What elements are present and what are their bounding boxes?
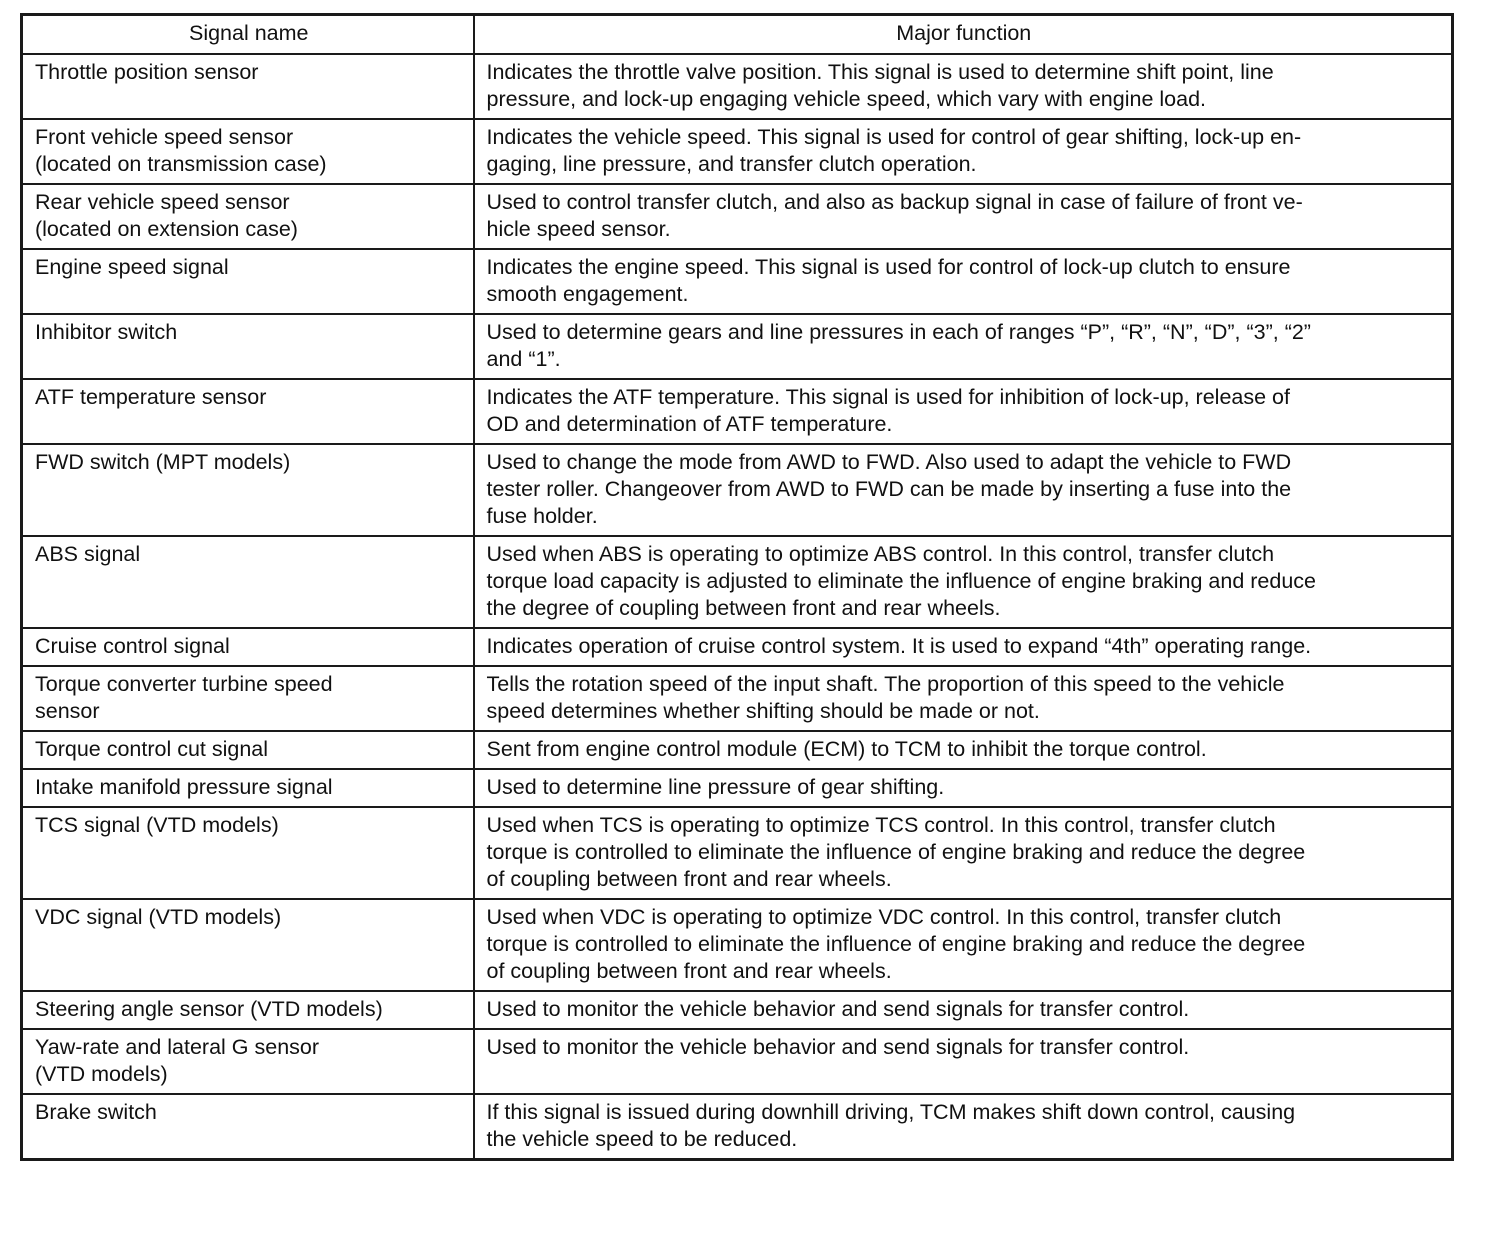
major-function-cell: Used to monitor the vehicle behavior and send signals for transfer control. bbox=[474, 991, 1453, 1029]
signal-name-cell: Engine speed signal bbox=[22, 249, 474, 314]
signal-name-cell: Throttle position sensor bbox=[22, 54, 474, 119]
signal-name-cell: Torque converter turbine speed sensor bbox=[22, 666, 474, 731]
table-row bbox=[22, 536, 1453, 628]
column-header-signal-name: Signal name bbox=[22, 15, 474, 55]
major-function-cell: Indicates the throttle valve position. This signal is used to determine shift point, line pressure, and lock-up engaging vehicle speed, which vary with engine load. bbox=[474, 54, 1453, 119]
table-row bbox=[22, 666, 1453, 731]
table-row bbox=[22, 54, 1453, 119]
signal-name-cell: Front vehicle speed sensor (located on transmission case) bbox=[22, 119, 474, 184]
signal-name-cell: Intake manifold pressure signal bbox=[22, 769, 474, 807]
major-function-cell: Sent from engine control module (ECM) to TCM to inhibit the torque control. bbox=[474, 731, 1453, 769]
signal-name-cell: FWD switch (MPT models) bbox=[22, 444, 474, 536]
major-function-cell: Used to determine gears and line pressures in each of ranges “P”, “R”, “N”, “D”, “3”, “2” and “1”. bbox=[474, 314, 1453, 379]
table-row bbox=[22, 991, 1453, 1029]
signal-name-cell: TCS signal (VTD models) bbox=[22, 807, 474, 899]
major-function-cell: Indicates the ATF temperature. This signal is used for inhibition of lock-up, release of OD and determination of ATF temperature. bbox=[474, 379, 1453, 444]
table-row bbox=[22, 249, 1453, 314]
major-function-cell: Used when VDC is operating to optimize VDC control. In this control, transfer clutch torque is controlled to eliminate the influence of engine braking and reduce the degree of coupling between front and rear wheels. bbox=[474, 899, 1453, 991]
table-row bbox=[22, 731, 1453, 769]
signal-name-cell: VDC signal (VTD models) bbox=[22, 899, 474, 991]
major-function-cell: Indicates the engine speed. This signal is used for control of lock-up clutch to ensure smooth engagement. bbox=[474, 249, 1453, 314]
table-row bbox=[22, 379, 1453, 444]
major-function-cell: Used when ABS is operating to optimize ABS control. In this control, transfer clutch torque load capacity is adjusted to eliminate the influence of engine braking and reduce the degree of coupling between front and rear wheels. bbox=[474, 536, 1453, 628]
major-function-cell: Used when TCS is operating to optimize TCS control. In this control, transfer clutch torque is controlled to eliminate the influence of engine braking and reduce the degree of coupling between front and rear wheels. bbox=[474, 807, 1453, 899]
table-row bbox=[22, 1029, 1453, 1094]
table-body bbox=[22, 54, 1453, 1160]
column-header-major-function: Major function bbox=[474, 15, 1453, 55]
table-row bbox=[22, 314, 1453, 379]
table-row bbox=[22, 769, 1453, 807]
major-function-cell: Indicates operation of cruise control system. It is used to expand “4th” operating range. bbox=[474, 628, 1453, 666]
major-function-cell: If this signal is issued during downhill driving, TCM makes shift down control, causing the vehicle speed to be reduced. bbox=[474, 1094, 1453, 1160]
signal-function-table bbox=[20, 13, 1454, 1161]
table-row bbox=[22, 444, 1453, 536]
major-function-cell: Used to change the mode from AWD to FWD. Also used to adapt the vehicle to FWD tester roller. Changeover from AWD to FWD can be made by inserting a fuse into the fuse holder. bbox=[474, 444, 1453, 536]
signal-name-cell: ABS signal bbox=[22, 536, 474, 628]
major-function-cell: Tells the rotation speed of the input shaft. The proportion of this speed to the vehicle speed determines whether shifting should be made or not. bbox=[474, 666, 1453, 731]
signal-name-cell: Yaw-rate and lateral G sensor (VTD models) bbox=[22, 1029, 474, 1094]
table-row bbox=[22, 1094, 1453, 1160]
table-row bbox=[22, 807, 1453, 899]
signal-name-cell: Rear vehicle speed sensor (located on extension case) bbox=[22, 184, 474, 249]
signal-name-cell: Brake switch bbox=[22, 1094, 474, 1160]
table-header-row bbox=[22, 15, 1453, 55]
major-function-cell: Indicates the vehicle speed. This signal is used for control of gear shifting, lock-up en- gaging, line pressure, and transfer clutch operation. bbox=[474, 119, 1453, 184]
major-function-cell: Used to determine line pressure of gear shifting. bbox=[474, 769, 1453, 807]
table-row bbox=[22, 119, 1453, 184]
major-function-cell: Used to control transfer clutch, and also as backup signal in case of failure of front ve- hicle speed sensor. bbox=[474, 184, 1453, 249]
table-row bbox=[22, 628, 1453, 666]
signal-name-cell: Inhibitor switch bbox=[22, 314, 474, 379]
major-function-cell: Used to monitor the vehicle behavior and send signals for transfer control. bbox=[474, 1029, 1453, 1094]
table-row bbox=[22, 899, 1453, 991]
signal-name-cell: Torque control cut signal bbox=[22, 731, 474, 769]
table-row bbox=[22, 184, 1453, 249]
signal-name-cell: Steering angle sensor (VTD models) bbox=[22, 991, 474, 1029]
signal-name-cell: Cruise control signal bbox=[22, 628, 474, 666]
signal-name-cell: ATF temperature sensor bbox=[22, 379, 474, 444]
